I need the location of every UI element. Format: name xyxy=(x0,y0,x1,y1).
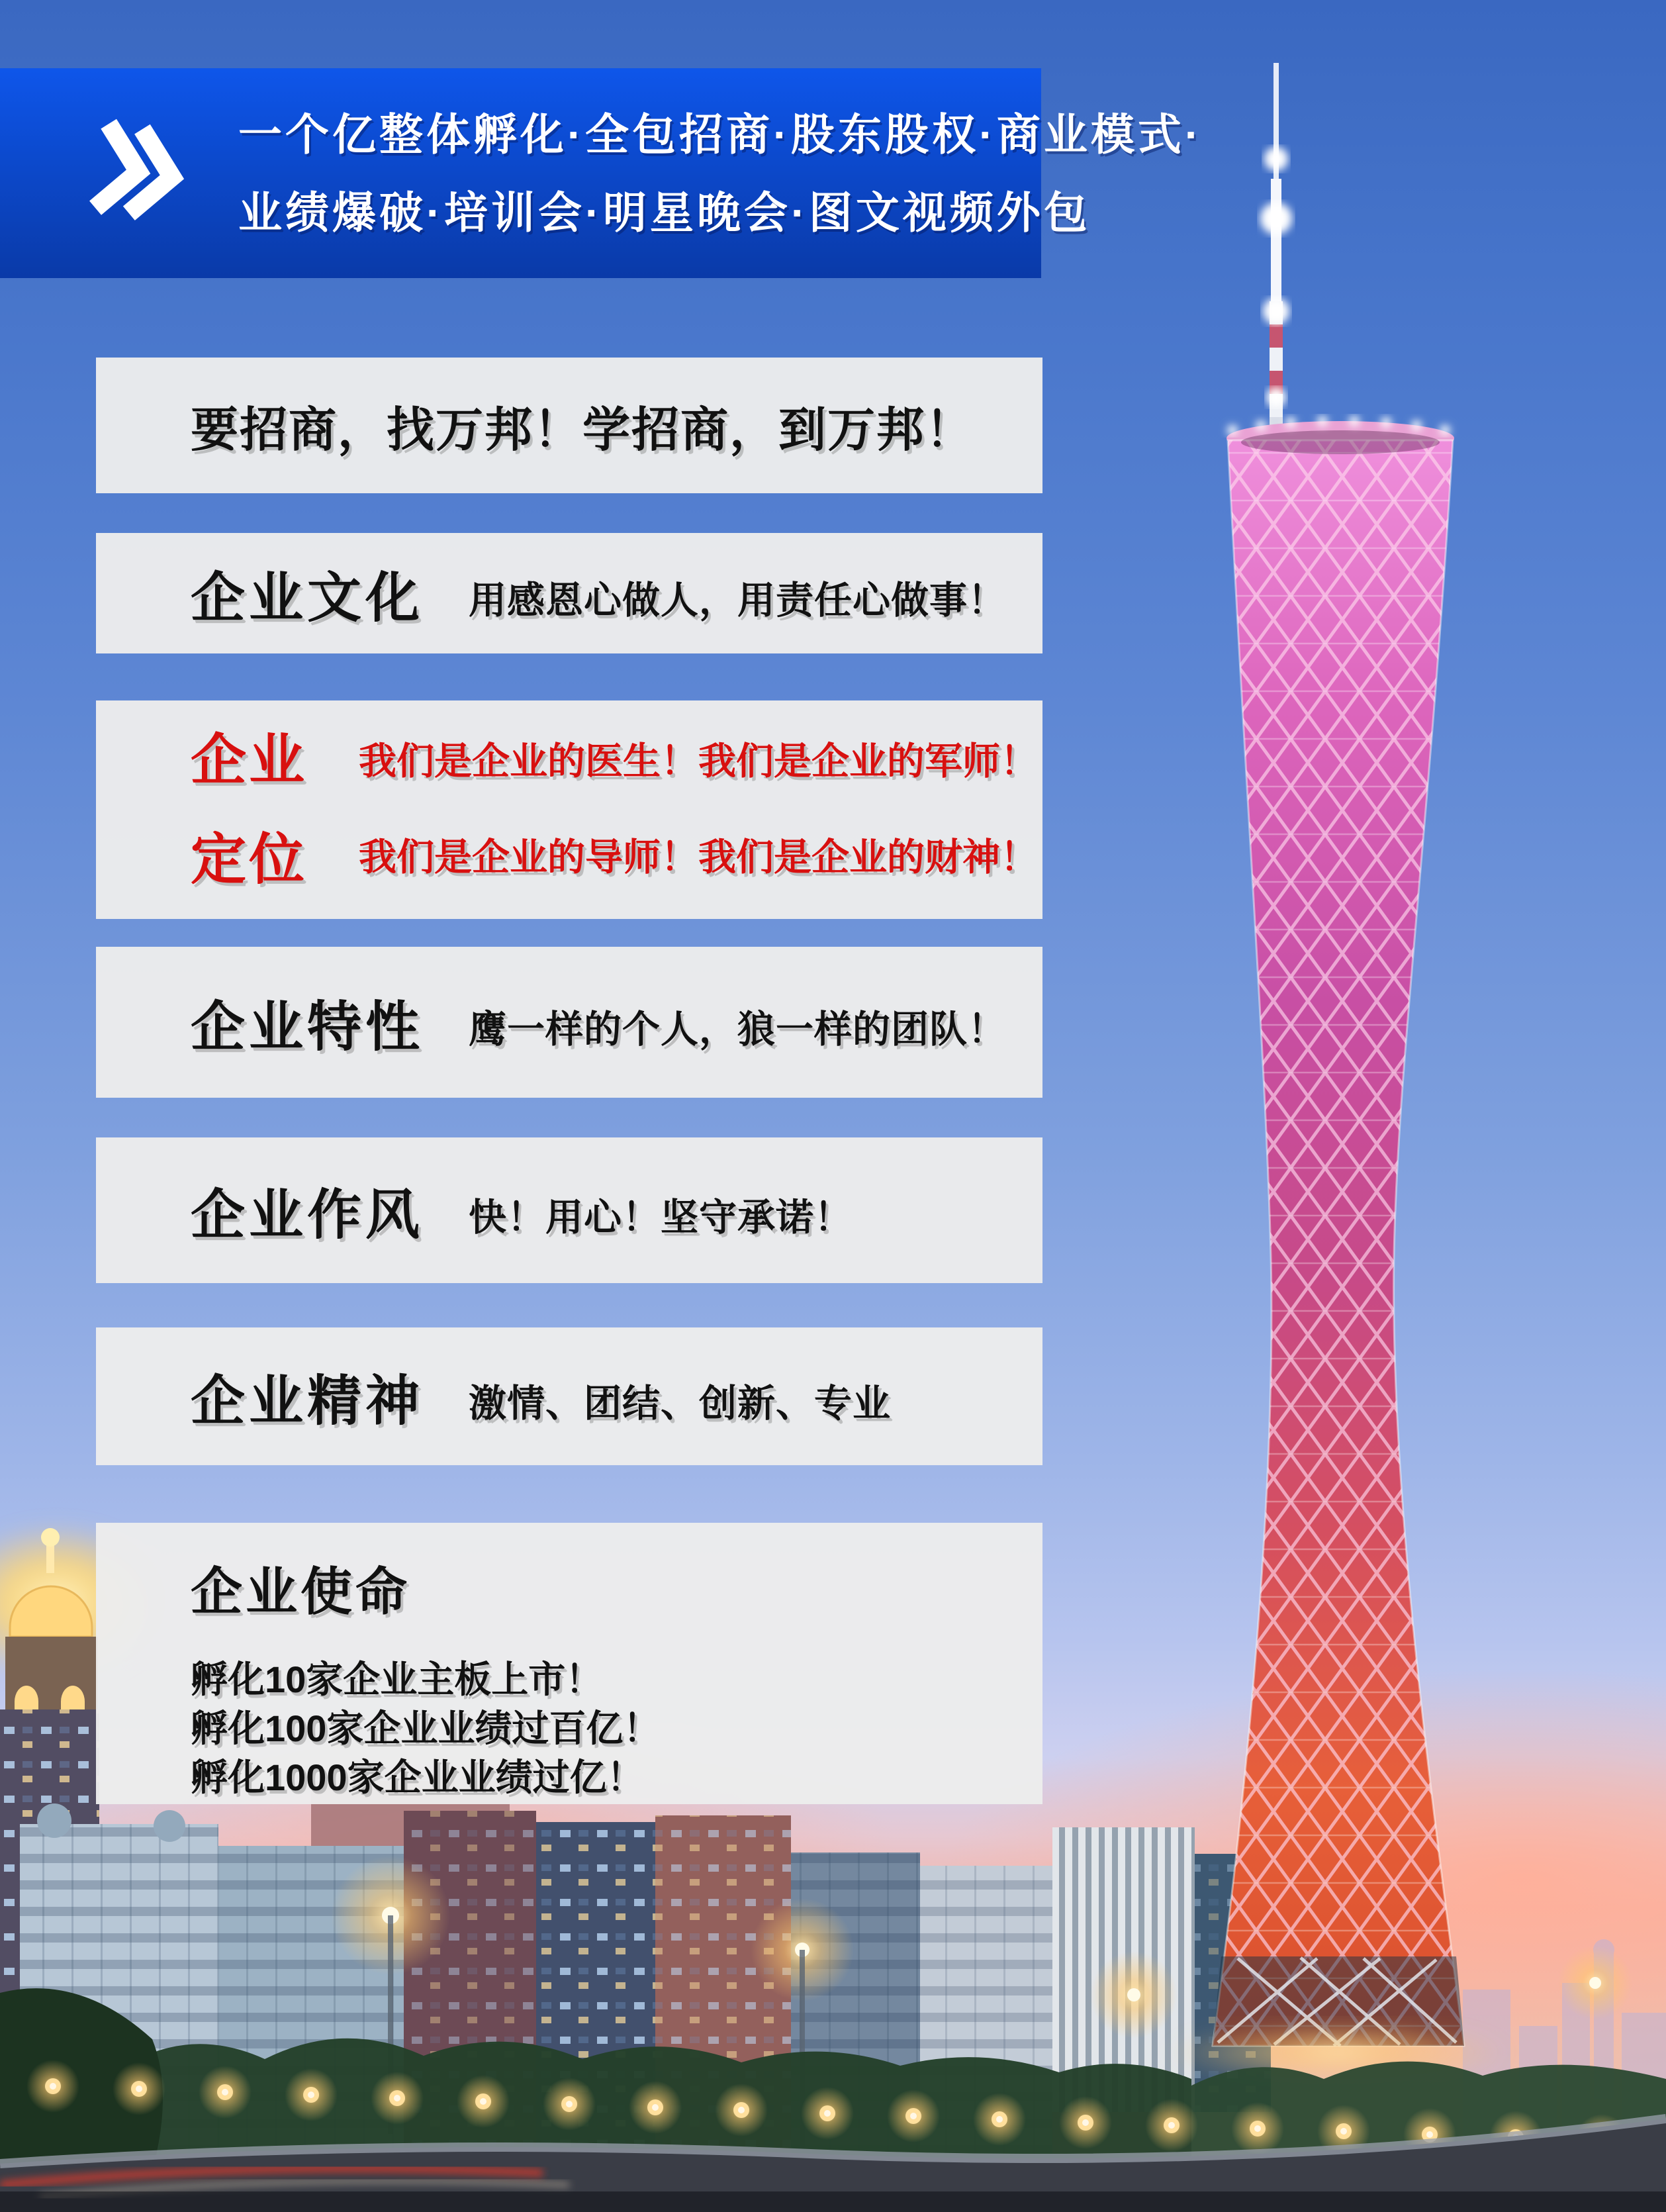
banner-text xyxy=(238,109,1203,237)
culture-title: 企业文化 xyxy=(191,567,424,628)
mission-line-2: 孵化100家企业业绩过百亿！ xyxy=(191,1707,661,1749)
mission-title: 企业使命 xyxy=(191,1563,411,1621)
traits-box xyxy=(96,947,1042,1098)
header-banner xyxy=(0,68,1203,278)
work-style-title: 企业作风 xyxy=(191,1184,424,1245)
traits-title: 企业特性 xyxy=(191,996,424,1057)
positioning-lines xyxy=(359,714,1038,906)
spirit-box xyxy=(96,1327,1042,1465)
spirit-title: 企业精神 xyxy=(191,1370,424,1431)
banner-line-1: 一个亿整体孵化·全包招商·股东股权·商业模式· xyxy=(238,109,1203,159)
traits-desc: 鹰一样的个人，狼一样的团队！ xyxy=(469,1008,1007,1051)
mission-line-3: 孵化1000家企业业绩过亿！ xyxy=(191,1756,644,1798)
spirit-desc: 激情、团结、创新、专业 xyxy=(469,1382,892,1425)
positioning-line-2: 我们是企业的导师！我们是企业的财神！ xyxy=(359,836,1039,879)
positioning-title-line-1: 企业 xyxy=(191,729,308,791)
mission-box xyxy=(96,1523,1042,1804)
mission-lines xyxy=(191,1655,1042,1802)
slogan-text: 要招商，找万邦！学招商，到万邦！ xyxy=(191,403,975,457)
culture-desc: 用感恩心做人，用责任心做事！ xyxy=(469,579,1007,622)
banner-line-2: 业绩爆破·培训会·明星晚会·图文视频外包 xyxy=(238,187,1091,237)
positioning-title xyxy=(191,710,307,909)
double-chevron-right-icon xyxy=(67,113,207,230)
slogan-box xyxy=(96,358,1042,493)
positioning-title-line-2: 定位 xyxy=(191,828,308,890)
work-style-desc: 快！用心！坚守承诺！ xyxy=(469,1196,853,1239)
positioning-box xyxy=(96,700,1042,919)
positioning-line-1: 我们是企业的医生！我们是企业的军师！ xyxy=(359,740,1039,783)
mission-line-1: 孵化10家企业主板上市！ xyxy=(191,1659,603,1700)
culture-box xyxy=(96,533,1042,653)
work-style-box xyxy=(96,1137,1042,1283)
